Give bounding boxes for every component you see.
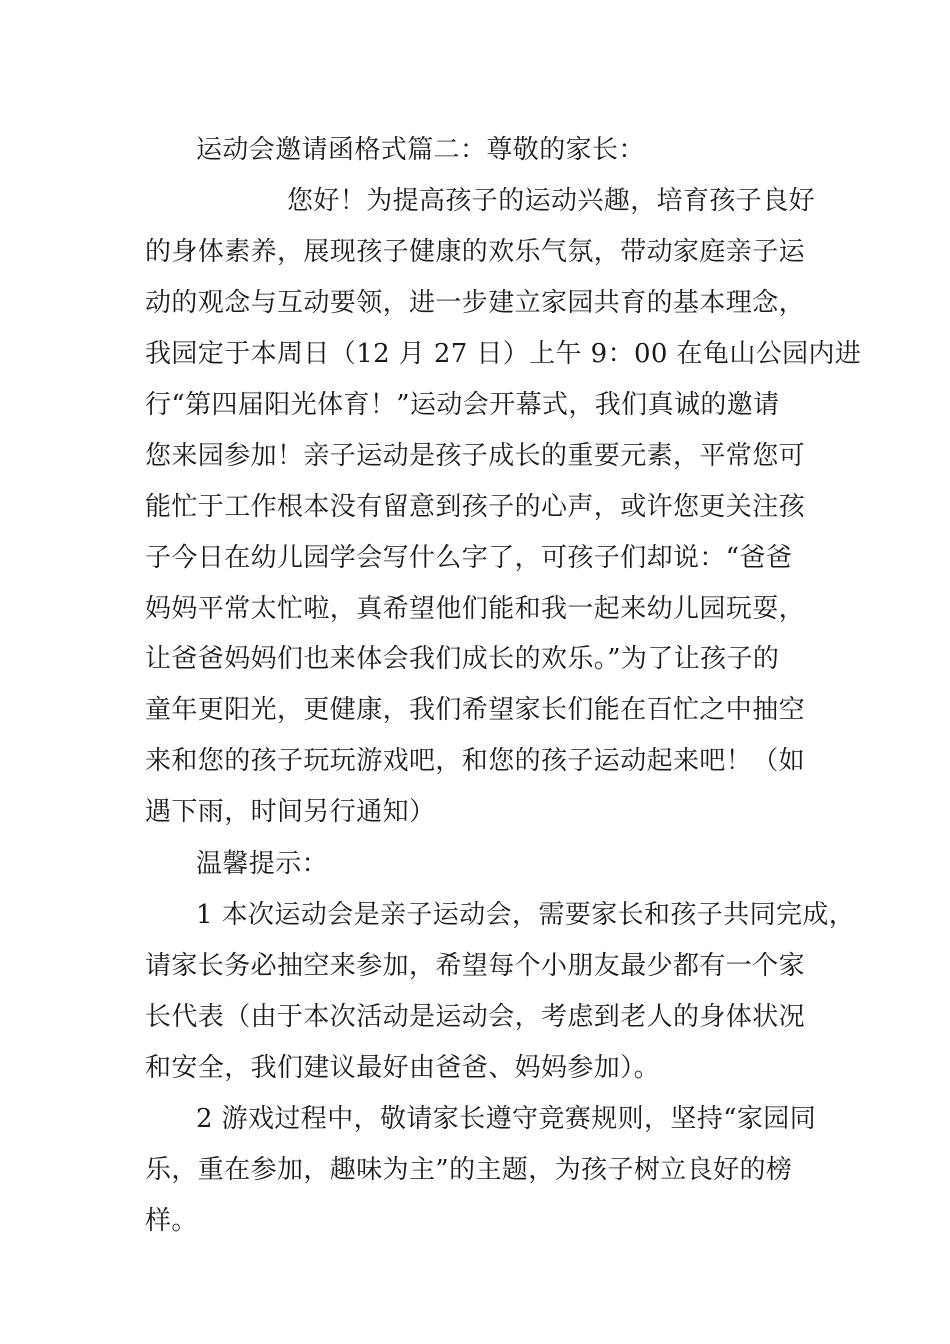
text-line: 童年更阳光，更健康，我们希望家长们能在百忙之中抽空 [145,695,806,725]
text-line: 和安全，我们建议最好由爸爸、妈妈参加）。 [145,1053,661,1083]
text-line: 请家长务必抽空来参加，希望每个小朋友最少都有一个家 [145,951,806,981]
text-line: 我园定于本周日（12 月 27 日）上午 9：00 在龟山公园内进 [145,339,862,369]
text-line: 遇下雨，时间另行通知） [145,797,436,827]
text-line: 样。 [145,1206,198,1236]
tips-heading: 温馨提示： [196,849,329,879]
text-line: 长代表（由于本次活动是运动会，考虑到老人的身体状况 [145,1002,806,1032]
text-line: 来和您的孩子玩玩游戏吧，和您的孩子运动起来吧！（如 [145,746,806,776]
text-line: 您好！为提高孩子的运动兴趣，培育孩子良好 [287,186,816,216]
text-line: 1 本次运动会是亲子运动会，需要家长和孩子共同完成， [196,900,856,930]
text-line: 的身体素养，展现孩子健康的欢乐气氛，带动家庭亲子运 [145,237,806,267]
text-line: 子今日在幼儿园学会写什么字了，可孩子们却说：“爸爸 [145,543,793,573]
text-line-greeting: 运动会邀请函格式篇二：尊敬的家长： [196,135,645,165]
text-line: 您来园参加！亲子运动是孩子成长的重要元素，平常您可 [145,441,806,471]
text-line: 2 游戏过程中，敬请家长遵守竞赛规则，坚持“家园同 [196,1104,817,1134]
text-line: 让爸爸妈妈们也来体会我们成长的欢乐。”为了让孩子的 [145,644,780,674]
text-line: 乐，重在参加，趣味为主”的主题，为孩子树立良好的榜 [145,1155,793,1185]
text-line: 行“第四届阳光体育！”运动会开幕式，我们真诚的邀请 [145,390,780,420]
text-line: 能忙于工作根本没有留意到孩子的心声，或许您更关注孩 [145,492,806,522]
text-line: 妈妈平常太忙啦，真希望他们能和我一起来幼儿园玩耍， [145,594,806,624]
text-line: 动的观念与互动要领，进一步建立家园共育的基本理念， [145,288,806,318]
